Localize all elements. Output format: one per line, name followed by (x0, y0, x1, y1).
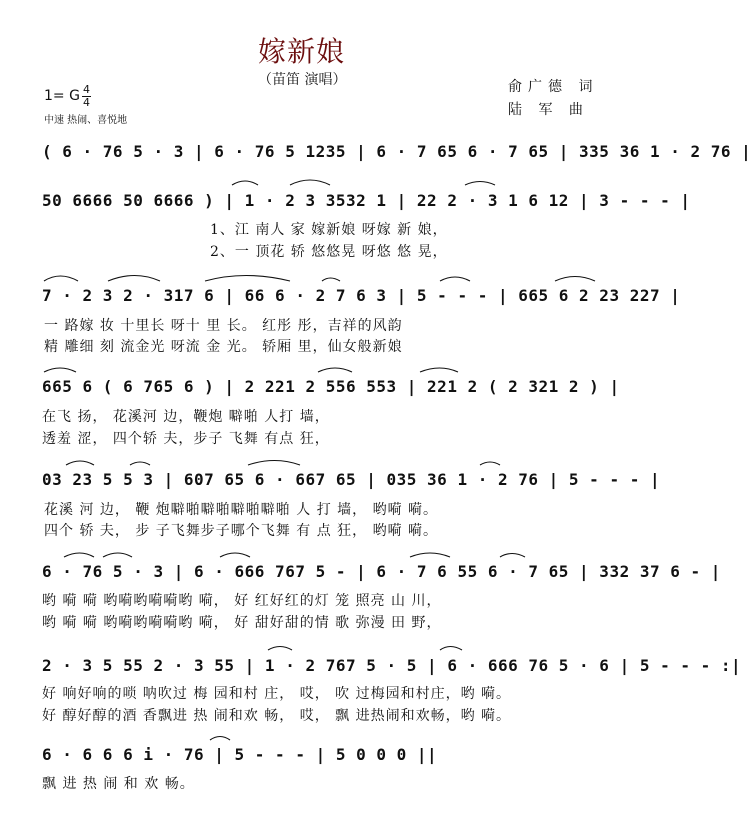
slur-mark (44, 276, 78, 281)
score-line-4-notes: 665 6 ( 6 765 6 ) | 2 221 2 556 553 | 221 2 ( 2 321 2 ) | (42, 377, 620, 396)
lyricist-credit: 俞广德 词 (508, 79, 599, 95)
slur-mark (44, 368, 76, 372)
performer-credit: （苗笛 演唱） (258, 72, 347, 88)
slur-mark (248, 461, 300, 466)
tempo-marking: 中速 热闹、喜悦地 (44, 115, 128, 126)
score-line-3-notes: 7 · 2 3 2 · 317 6 | 66 6 · 2 7 6 3 | 5 - - - | 665 6 2 23 227 | (42, 286, 681, 305)
slur-mark (500, 554, 525, 558)
score-line-8-lyric-1: 飘 进 热 闹 和 欢 畅。 (42, 776, 195, 792)
score-line-2-lyric-1: 1、江 南人 家 嫁新娘 呀嫁 新 娘， (210, 222, 448, 238)
slur-mark (410, 553, 450, 557)
time-signature-top: 4 (83, 83, 90, 96)
slur-mark (290, 180, 330, 185)
slur-mark (440, 277, 470, 281)
score-line-4-lyric-1: 在飞 扬， 花溪河 边，鞭炮 噼啪 人打 墙， (42, 409, 330, 425)
score-line-7-lyric-1: 好 响好响的唢 呐吹过 梅 园和村 庄， 哎， 吹 过梅园和村庄，哟 嗬。 (42, 686, 512, 702)
slur-mark (108, 276, 160, 282)
score-line-5-notes: 03 23 5 5 3 | 607 65 6 · 667 65 | 035 36 1 · 2 76 | 5 - - - | (42, 470, 661, 489)
score-line-7-notes: 2 · 3 5 55 2 · 3 55 | 1 · 2 767 5 · 5 | 6 · 666 76 5 · 6 | 5 - - - :| (42, 656, 742, 675)
slur-mark (220, 553, 250, 557)
slur-mark (465, 182, 495, 186)
score-line-6-notes: 6 · 76 5 · 3 | 6 · 666 767 5 - | 6 · 7 6 55 6 · 7 65 | 332 37 6 - | (42, 562, 721, 581)
score-line-1-notes: ( 6 · 76 5 · 3 | 6 · 76 5 1235 | 6 · 7 65 6 · 7 65 | 335 36 1 · 2 76 | (42, 142, 751, 161)
slur-mark (440, 647, 462, 651)
score-line-5-lyric-2: 四个 轿 夫， 步 子飞舞步子哪个飞舞 有 点 狂， 哟嗬 嗬。 (44, 523, 439, 539)
slur-mark (64, 553, 94, 557)
score-line-2-notes: 50 6666 50 6666 ) | 1 · 2 3 3532 1 | 22 2 · 3 1 6 12 | 3 - - - | (42, 191, 691, 210)
slur-mark (210, 737, 230, 741)
slur-mark (480, 462, 500, 465)
score-line-6-lyric-1: 哟 嗬 嗬 哟嗬哟嗬嗬哟 嗬， 好 红好红的灯 笼 照亮 山 川， (42, 593, 442, 609)
score-line-3-lyric-1: 一 路嫁 妆 十里长 呀十 里 长。 红彤 彤，吉祥的风韵 (44, 318, 403, 334)
score-line-3-lyric-2: 精 雕细 刻 流金光 呀流 金 光。 轿厢 里，仙女般新娘 (44, 339, 403, 355)
slur-mark (420, 368, 458, 372)
slur-mark (318, 368, 352, 372)
slur-mark (205, 276, 290, 282)
slur-mark (232, 181, 258, 185)
slur-mark (268, 647, 292, 651)
score-line-4-lyric-2: 透羞 涩， 四个轿 夫，步子 飞舞 有点 狂， (42, 431, 330, 447)
score-line-6-lyric-2: 哟 嗬 嗬 哟嗬哟嗬嗬哟 嗬， 好 甜好甜的情 歌 弥漫 田 野， (42, 615, 442, 631)
song-title: 嫁新娘 (258, 35, 346, 68)
score-line-2-lyric-2: 2、一 顶花 轿 悠悠晃 呀悠 悠 晃， (210, 244, 448, 260)
slur-mark (322, 278, 340, 281)
score-line-8-notes: 6 · 6 6 6 i · 76 | 5 - - - | 5 0 0 0 || (42, 745, 438, 764)
key-signature: 1= G (44, 88, 80, 104)
slur-mark (555, 277, 595, 282)
score-line-5-lyric-1: 花溪 河 边， 鞭 炮噼啪噼啪噼啪噼啪 人 打 墙， 哟嗬 嗬。 (44, 502, 439, 518)
slur-mark (66, 461, 94, 465)
slur-mark (103, 553, 132, 557)
time-signature-bottom: 4 (83, 96, 90, 109)
composer-credit: 陆 军 曲 (508, 102, 589, 118)
slur-mark (130, 462, 150, 465)
score-line-7-lyric-2: 好 醇好醇的酒 香飘进 热 闹和欢 畅， 哎， 飘 进热闹和欢畅，哟 嗬。 (42, 708, 512, 724)
